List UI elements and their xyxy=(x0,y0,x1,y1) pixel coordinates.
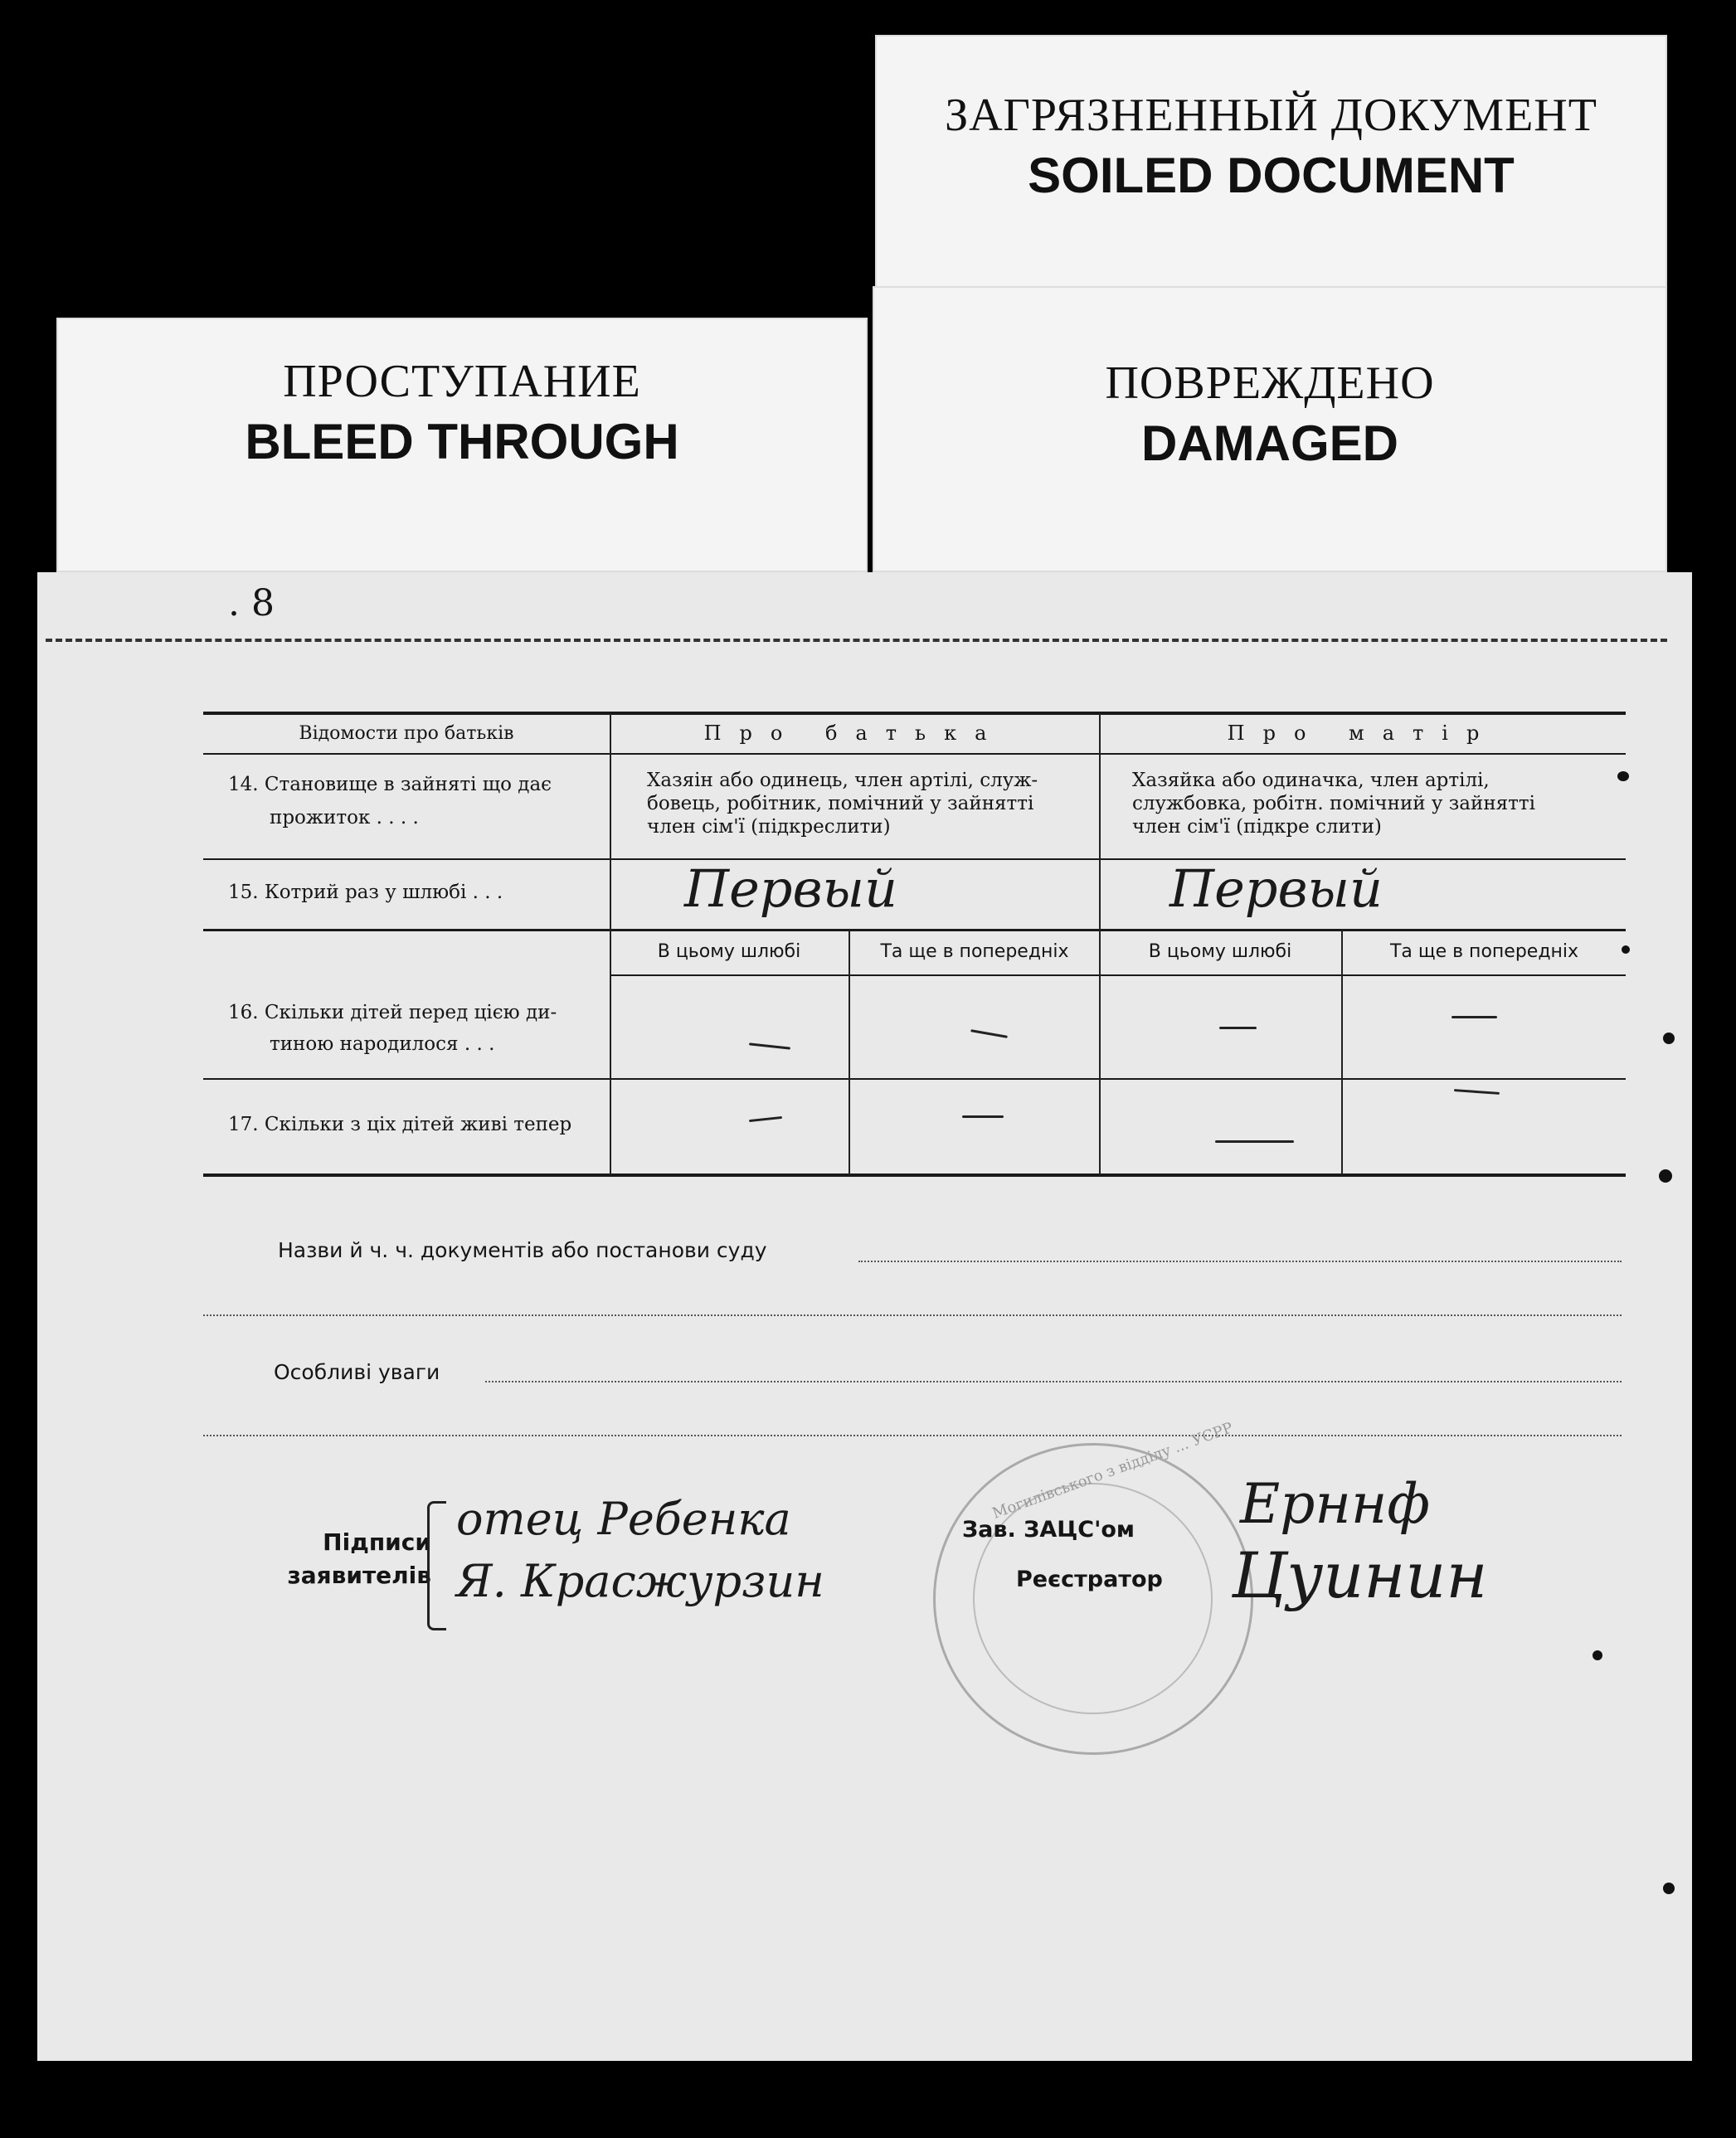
table-col-divider-mother xyxy=(1341,931,1343,1175)
row16-mother-prev-dash xyxy=(1452,1016,1497,1018)
top-handwritten-mark: . 8 xyxy=(228,582,275,624)
subheader-mother-previous: Та ще в попередніх xyxy=(1389,941,1579,962)
table-col-divider-father xyxy=(849,931,850,1175)
table-top-rule xyxy=(203,712,1626,715)
header-parent-info: Відомости про батьків xyxy=(299,723,514,744)
row14-father-line2: бовець, робітник, помічний у зайнятті xyxy=(647,793,1034,814)
notes-dotted-line-1 xyxy=(485,1381,1622,1382)
bleed-through-label-card xyxy=(56,318,868,572)
row15-label: 15. Котрий раз у шлюбі . . . xyxy=(228,882,503,903)
row17-label: 17. Скільки з ціх дітей живі тепер xyxy=(228,1114,572,1135)
row15-mother-value: Первый xyxy=(1169,858,1383,919)
subheader-father-this-marriage: В цьому шлюбі xyxy=(657,941,801,962)
signatures-bracket xyxy=(427,1501,446,1630)
row14-mother-line3: член сім'ї (підкре слити) xyxy=(1132,816,1382,838)
header-mother: Про матір xyxy=(1227,722,1498,745)
row17-mother-prev-dash xyxy=(1454,1089,1500,1095)
subheader-father-previous: Та ще в попередніх xyxy=(880,941,1069,962)
row17-father-prev-dash xyxy=(962,1115,1004,1118)
table-row15-rule xyxy=(203,929,1626,931)
notes-field-label: Особливі уваги xyxy=(274,1360,440,1384)
applicant-signature-1: отец Ребенка xyxy=(456,1493,791,1545)
perforation-dashed-line xyxy=(46,639,1667,642)
table-header-rule xyxy=(203,753,1626,755)
header-father: Про батька xyxy=(703,722,1005,745)
row14-label-line2: прожиток . . . . xyxy=(270,807,419,828)
ink-speck xyxy=(1659,1169,1672,1183)
soiled-label-ru: ЗАГРЯЗНЕННЫЙ ДОКУМЕНТ xyxy=(945,90,1597,141)
table-bottom-rule xyxy=(203,1173,1626,1177)
row16-label-line2: тиною народилося . . . xyxy=(270,1033,495,1055)
row14-label-line1: 14. Становище в зайняті що дає xyxy=(228,774,552,795)
notes-dotted-line-2 xyxy=(203,1435,1622,1436)
registrar-label: Реєстратор xyxy=(1016,1567,1163,1592)
row14-father-line1: Хазяін або одинець, член артілі, служ- xyxy=(647,770,1038,791)
ink-speck xyxy=(1593,1650,1602,1660)
stamp-text: Могилівського з відділу ... УСРР xyxy=(990,1419,1236,1523)
ink-speck xyxy=(1663,1883,1675,1894)
soiled-label-en: SOILED DOCUMENT xyxy=(1028,148,1515,203)
bleed-label-en: BLEED THROUGH xyxy=(245,414,679,469)
row14-mother-line2: службовка, робітн. помічний у зайнятті xyxy=(1132,793,1535,814)
row15-father-value: Первый xyxy=(684,858,897,919)
signatures-label-line1: Підписи xyxy=(323,1528,431,1556)
ink-speck xyxy=(1617,771,1629,781)
row16-father-prev-dash xyxy=(970,1029,1008,1038)
head-signature: Ерннф xyxy=(1240,1472,1431,1536)
row17-father-this-dash xyxy=(749,1116,782,1122)
table-row14-rule xyxy=(203,858,1626,860)
table-subheader-rule xyxy=(610,974,1626,976)
document-page xyxy=(37,572,1692,2061)
damaged-label-card xyxy=(873,286,1667,572)
row16-father-this-dash xyxy=(749,1042,790,1049)
ink-speck xyxy=(1663,1033,1675,1044)
documents-dotted-line-2 xyxy=(203,1314,1622,1316)
official-stamp xyxy=(933,1419,1253,1755)
row17-mother-this-dash xyxy=(1215,1140,1294,1143)
subheader-mother-this-marriage: В цьому шлюбі xyxy=(1148,941,1292,962)
soiled-document-label-card xyxy=(875,35,1667,300)
bleed-label-ru: ПРОСТУПАНИЕ xyxy=(283,356,641,407)
damaged-label-en: DAMAGED xyxy=(1141,415,1398,471)
head-zags-label: Зав. ЗАЦС'ом xyxy=(962,1517,1135,1543)
damaged-label-ru: ПОВРЕЖДЕНО xyxy=(1105,357,1435,409)
table-row16-rule xyxy=(203,1078,1626,1080)
ink-speck xyxy=(1622,945,1630,954)
registrar-signature: Цуинин xyxy=(1232,1538,1488,1612)
row16-mother-this-dash xyxy=(1219,1027,1257,1029)
row14-father-line3: член сім'ї (підкреслити) xyxy=(647,816,891,838)
signatures-label-line2: заявителів xyxy=(287,1562,431,1589)
documents-field-label: Назви й ч. ч. документів або постанови суду xyxy=(278,1238,767,1262)
documents-dotted-line-1 xyxy=(858,1261,1622,1262)
applicant-signature-2: Я. Красжурзин xyxy=(456,1555,824,1607)
row14-mother-line1: Хазяйка або одиначка, член артілі, xyxy=(1132,770,1490,791)
row16-label-line1: 16. Скільки дітей перед цією ди- xyxy=(228,1002,557,1023)
